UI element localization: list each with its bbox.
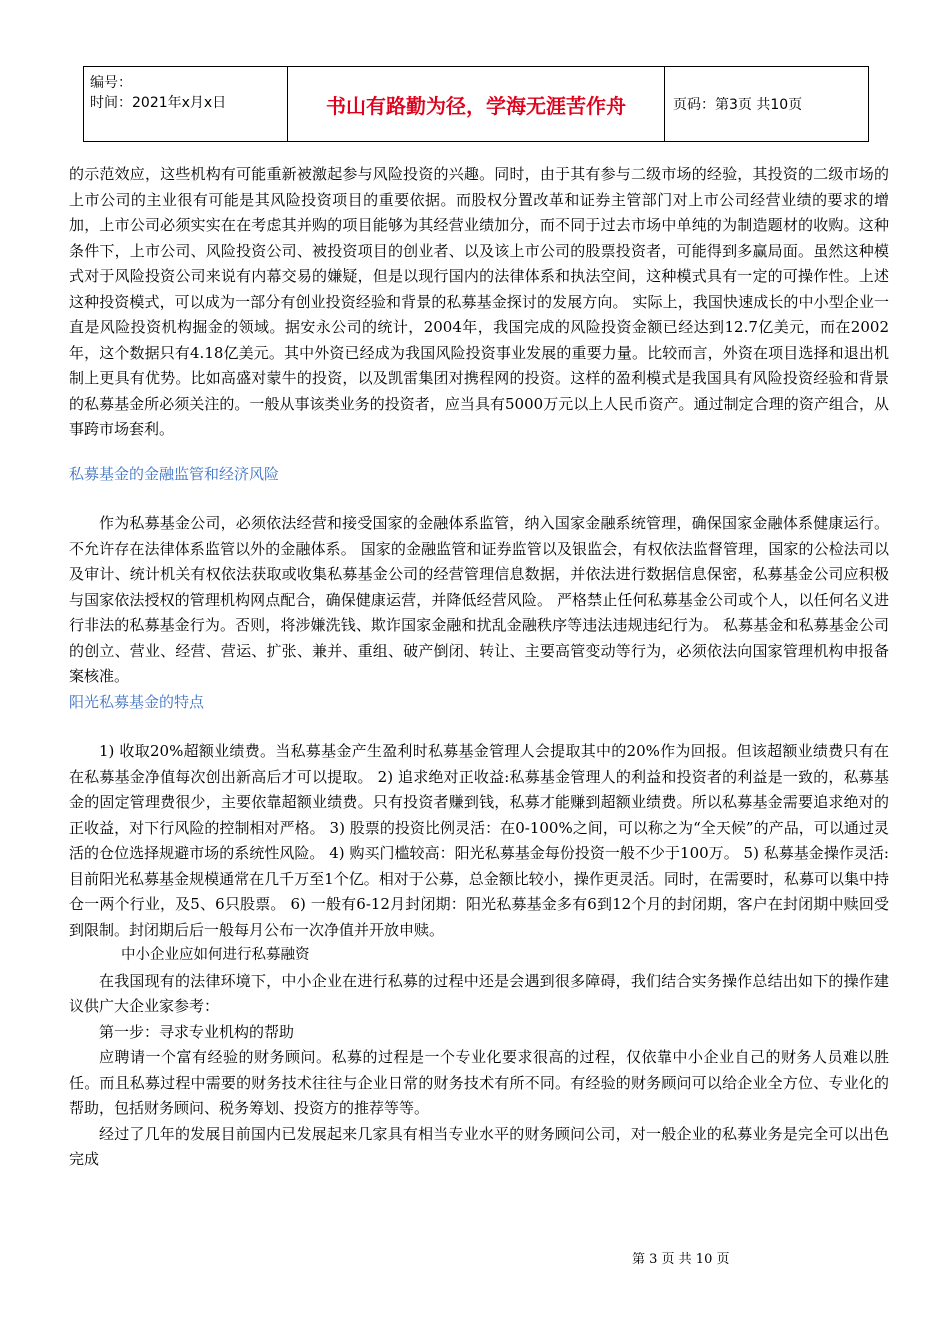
page-footer: 第 3 页 共 10 页 bbox=[632, 1252, 730, 1267]
document-time-label: 时间：2021年x月x日 bbox=[90, 95, 227, 111]
body-paragraph-5: 应聘请一个富有经验的财务顾问。私募的过程是一个专业化要求很高的过程，仅依靠中小企业自己的财务人员难以胜任。而且私募过程中需要的财务技术往往与企业日常的财务技术有所不同。有经验的财务顾问可以给企业全方位、专业化的帮助，包括财务顾问、税务筹划、投资方的推荐等等。 bbox=[69, 1048, 889, 1117]
section-heading-features: 阳光私募基金的特点 bbox=[69, 692, 205, 711]
page-header bbox=[83, 66, 869, 142]
header-page-info: 页码：第3页 共10页 bbox=[665, 67, 869, 142]
body-paragraph-4: 在我国现有的法律环境下，中小企业在进行私募的过程中还是会遇到很多障碍，我们结合实务操作总结出如下的操作建议供广大企业家参考： bbox=[69, 971, 889, 1015]
body-paragraph-1: 的示范效应，这些机构有可能重新被激起参与风险投资的兴趣。同时，由于其有参与二级市场的经验，其投资的二级市场的上市公司的主业很有可能是其风险投资项目的重要依据。而股权分置改革和证券主管部门对上市公司经营业绩的要求的增加，上市公司必须实实在在考虑其并购的项目能够为其经营业绩加分，而不同于过去市场中单纯的为制造题材的收购。这种条件下，上市公司、风险投资公司、被投资项目的创业者、以及该上市公司的股票投资者，可能得到多赢局面。虽然这种模式对于风险投资公司来说有内幕交易的嫌疑，但是以现行国内的法律体系和执法空间，这种模式具有一定的可操作性。上述这种投资模式，可以成为一部分有创业投资经验和背景的私募基金探讨的发展方向。 实际上，我国快速成长的中小型企业一直是风险投资机构掘金的领域。据安永公司的统计，2004年，我国完成的风险投资金额已经达到12.7亿美元，而在2002年，这个数据只有4.18亿美元。其中外资已经成为我国风险投资事业发展的重要力量。比较而言，外资在项目选择和退出机制上更具有优势。比如高盛对蒙牛的投资，以及凯雷集团对携程网的投资。这样的盈利模式是我国具有风险投资经验和背景的私募基金所必须关注的。一般从事该类业务的投资者，应当具有5000万元以上人民币资产。通过制定合理的资产组合，从事跨市场套利。 bbox=[69, 165, 889, 438]
body-paragraph-6: 经过了几年的发展目前国内已发展起来几家具有相当专业水平的财务顾问公司，对一般企业的私募业务是完全可以出色完成 bbox=[69, 1124, 889, 1168]
step-1-title: 第一步：寻求专业机构的帮助 bbox=[99, 1022, 295, 1041]
header-meta bbox=[84, 67, 288, 142]
body-paragraph-2: 作为私募基金公司，必须依法经营和接受国家的金融体系监管，纳入国家金融系统管理，确保国家金融体系健康运行。不允许存在法律体系监管以外的金融体系。 国家的金融监管和证券监管以及银监会，有权依法监督管理，国家的公检法司以及审计、统计机关有权依法获取或收集私募基金公司的经营管理信息数据，并依法进行数据信息保密，私募基金公司应积极与国家依法授权的管理机构网点配合，确保健康运营，并降低经营风险。 严格禁止任何私募基金公司或个人，以任何名义进行非法的私募基金行为。否则，将涉嫌洗钱、欺诈国家金融和扰乱金融秩序等违法违规违纪行为。 私募基金和私募基金公司的创立、营业、经营、营运、扩张、兼并、重组、破产倒闭、转让、主要高管变动等行为，必须依法向国家管理机构申报备案核准。 bbox=[69, 514, 889, 685]
document-body bbox=[69, 162, 889, 1173]
section-heading-regulation: 私募基金的金融监管和经济风险 bbox=[69, 464, 280, 483]
document-number-label: 编号： bbox=[90, 75, 132, 91]
header-motto: 书山有路勤为径，学海无涯苦作舟 bbox=[288, 67, 665, 142]
body-paragraph-3: 1) 收取20%超额业绩费。当私募基金产生盈利时私募基金管理人会提取其中的20%作为回报。但该超额业绩费只有在在私募基金净值每次创出新高后才可以提取。 2) 追求绝对正收益:私募基金管理人的利益和投资者的利益是一致的，私募基金的固定管理费很少，主要依靠超额业绩费。只有投资者赚到钱，私募才能赚到超额业绩费。所以私募基金需要追求绝对的正收益，对下行风险的控制相对严格。 3) 股票的投资比例灵活：在0-100%之间，可以称之为“全天候”的产品，可以通过灵活的仓位选择规避市场的系统性风险。 4) 购买门槛较高：阳光私募基金每份投资一般不少于100万。 5) 私募基金操作灵活:目前阳光私募基金规模通常在几千万至1个亿。相对于公募，总金额比较小，操作更灵活。同时，在需要时，私募可以集中持仓一两个行业，及5、6只股票。 6) 一般有6-12月封闭期：阳光私募基金多有6到12个月的封闭期，客户在封闭期中赎回受到限制。封闭期后后一般每月公布一次净值并开放申赎。 bbox=[69, 742, 889, 939]
sub-heading-financing: 中小企业应如何进行私募融资 bbox=[121, 947, 310, 963]
